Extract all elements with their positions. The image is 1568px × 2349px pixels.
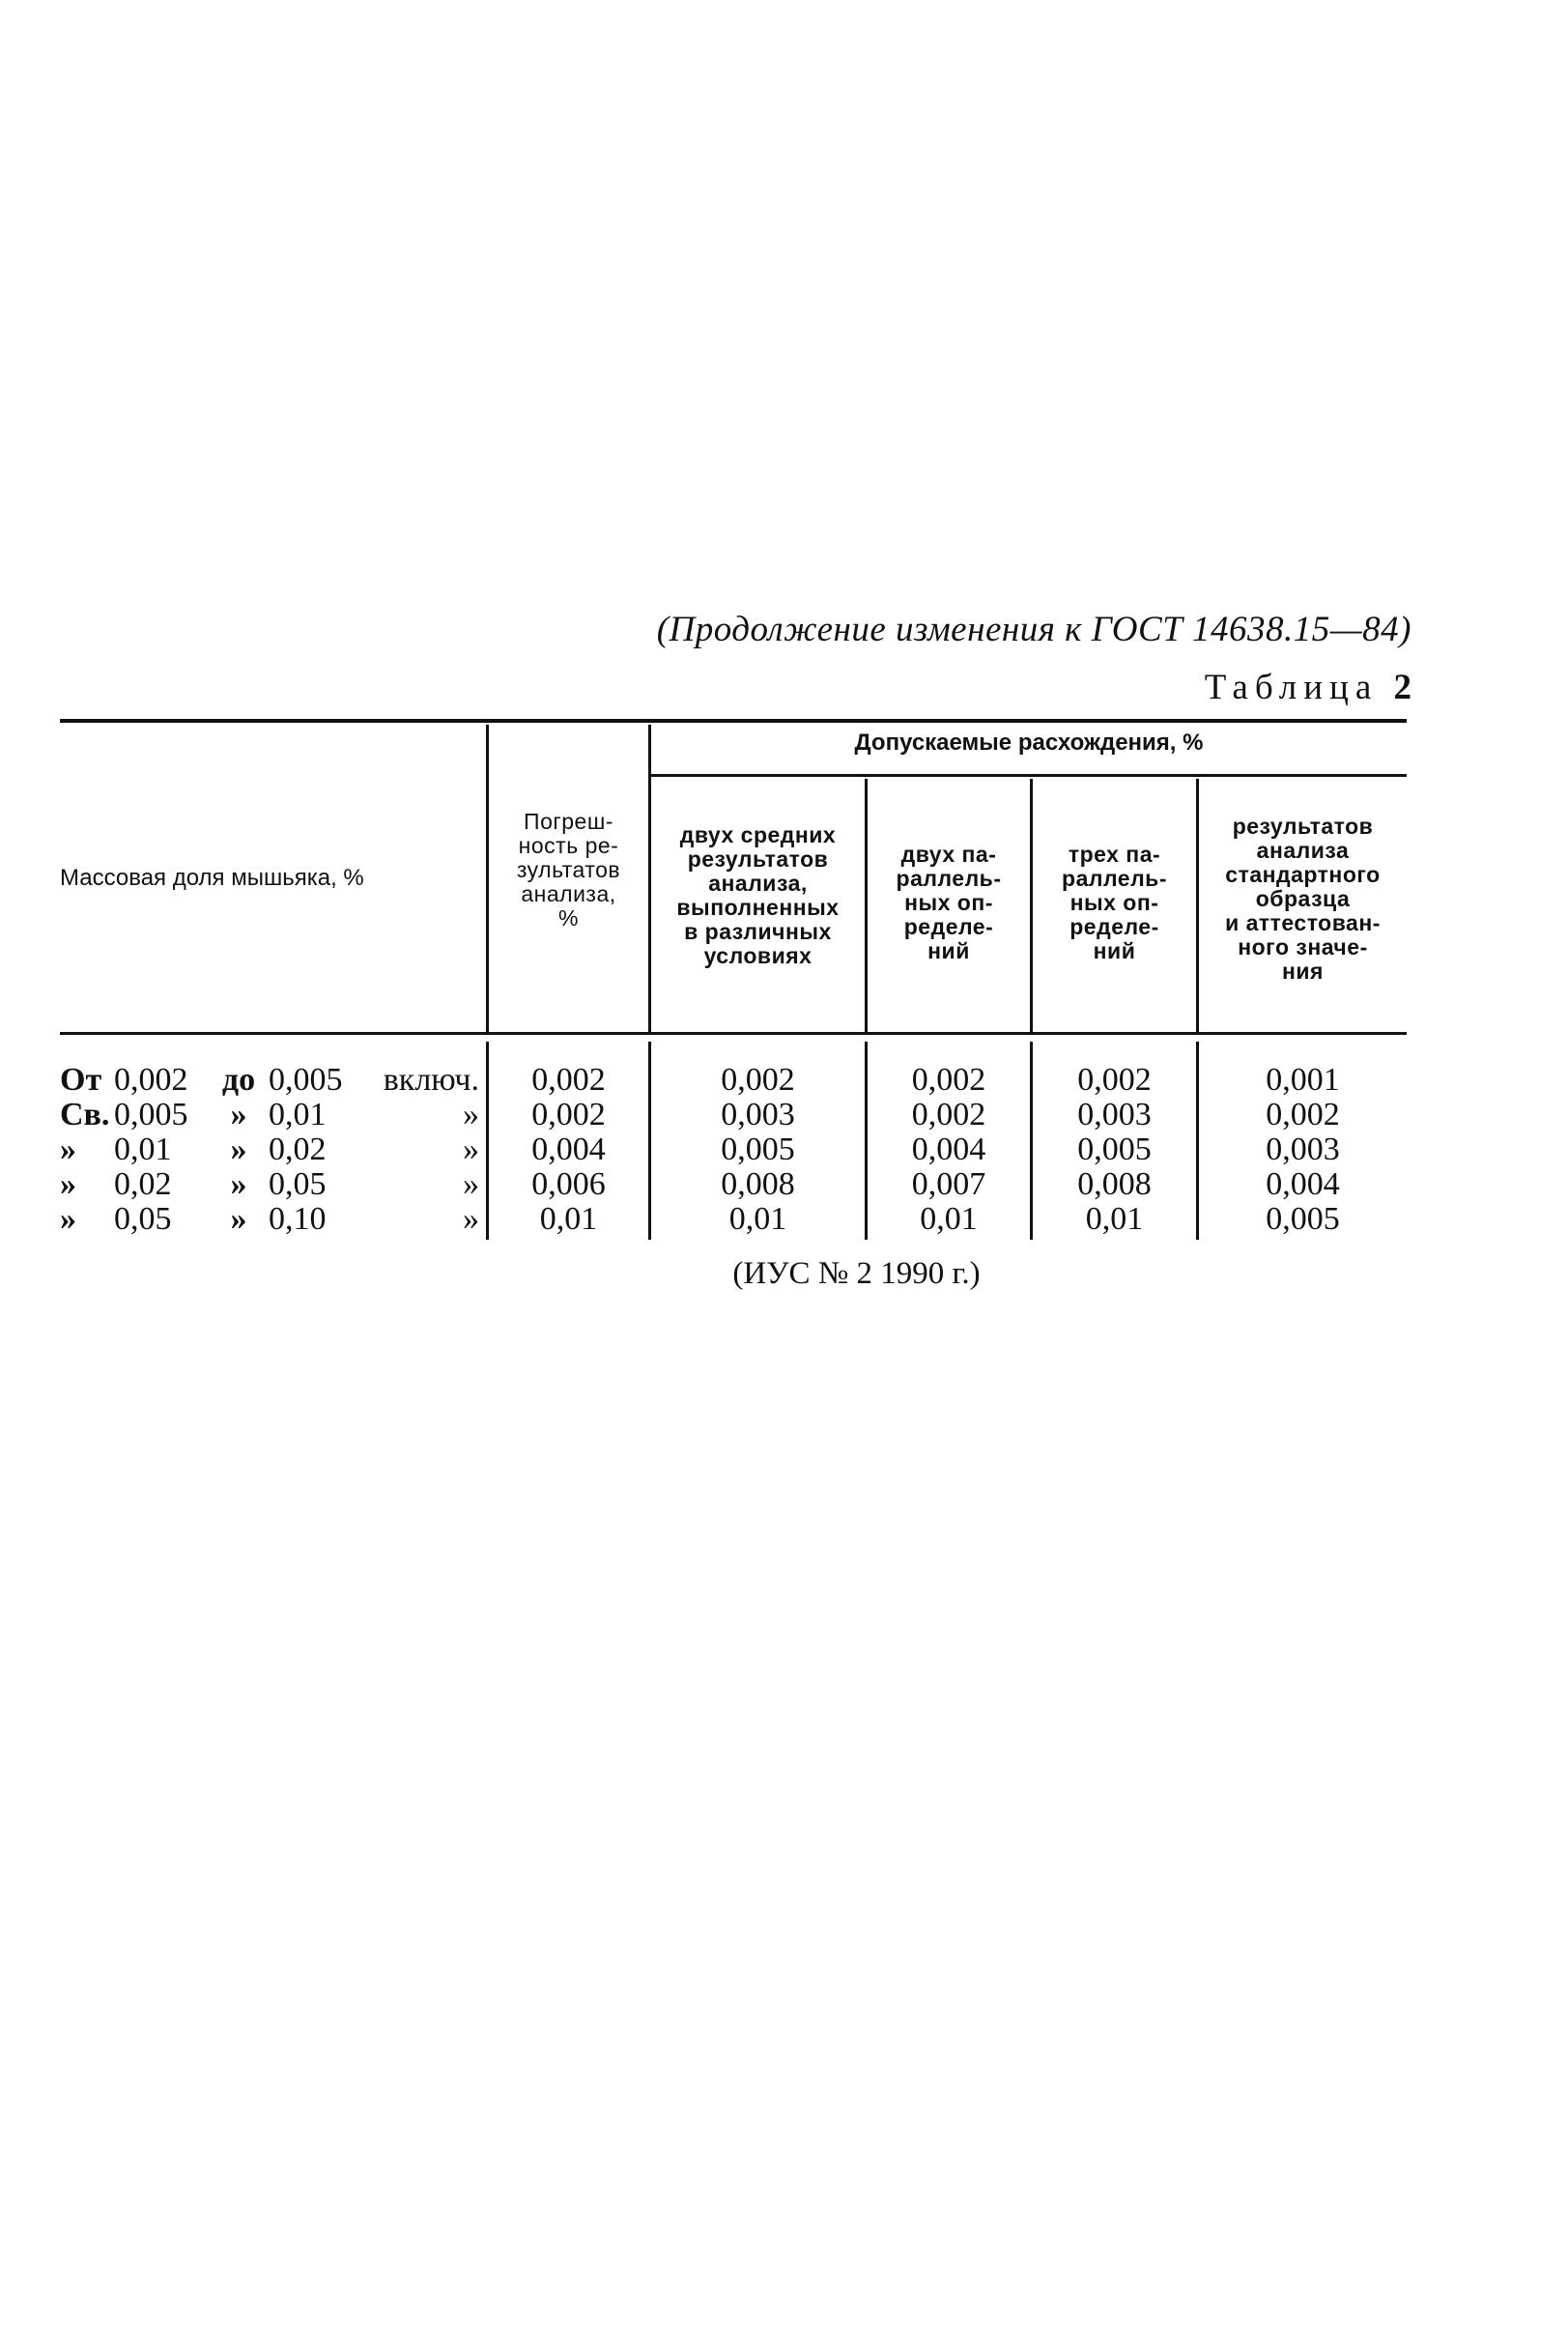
table-cell-v2: 0,002 <box>911 1097 986 1132</box>
table-cell-m: до <box>221 1062 256 1098</box>
table-cell-p: » <box>60 1132 76 1167</box>
table-cell-b: 0,005 <box>269 1062 343 1098</box>
table-caption <box>1205 667 1411 708</box>
table-cell-p: Св. <box>60 1097 110 1132</box>
header-line: ность ре- <box>518 833 619 858</box>
header-mass-fraction: Массовая доля мышьяка, % <box>60 865 364 891</box>
header-error <box>489 810 648 931</box>
table-cell-v4: 0,005 <box>1266 1201 1340 1237</box>
table-cell-b: 0,01 <box>269 1097 327 1132</box>
header-line: ного значе- <box>1238 934 1368 960</box>
header-three-parallel <box>1033 843 1196 963</box>
header-line: двух па- <box>900 842 997 867</box>
table-cell-v2: 0,01 <box>920 1201 978 1237</box>
header-bottom-rule <box>60 1032 1407 1035</box>
table-cell-s: включ. <box>383 1062 479 1098</box>
table-cell-v3: 0,008 <box>1077 1166 1152 1202</box>
table-cell-b: 0,05 <box>269 1166 327 1202</box>
table-cell-m: » <box>230 1132 247 1167</box>
table-cell-p: От <box>60 1062 102 1098</box>
table-cell-b: 0,02 <box>269 1132 327 1167</box>
header-line: ределе- <box>1069 914 1159 939</box>
continuation-note: (Продолжение изменения к ГОСТ 14638.15—84) <box>656 610 1411 649</box>
table-cell-err: 0,006 <box>531 1166 606 1202</box>
table-cell-v3: 0,003 <box>1077 1097 1152 1132</box>
table-cell-v1: 0,002 <box>721 1062 795 1098</box>
table-cell-a: 0,01 <box>114 1132 172 1167</box>
header-line: ределе- <box>903 914 994 939</box>
table-cell-s: » <box>463 1166 479 1202</box>
table-row <box>0 1132 1568 1167</box>
table-row <box>0 1167 1568 1202</box>
header-line: и аттестован- <box>1225 910 1381 935</box>
source-reference: (ИУС № 2 1990 г.) <box>732 1256 981 1291</box>
table-cell-s: » <box>463 1097 479 1132</box>
header-two-parallel <box>868 843 1030 963</box>
header-line: трех па- <box>1068 842 1161 867</box>
table-row <box>0 1202 1568 1237</box>
table-cell-v1: 0,003 <box>721 1097 795 1132</box>
table-cell-p: » <box>60 1201 76 1237</box>
table-cell-a: 0,005 <box>114 1097 188 1132</box>
table-cell-v4: 0,002 <box>1266 1097 1340 1132</box>
table-cell-s: » <box>463 1132 479 1167</box>
header-line: раллель- <box>896 866 1002 891</box>
table-cell-s: » <box>463 1201 479 1237</box>
table-row <box>0 1098 1568 1132</box>
table-cell-v2: 0,004 <box>911 1132 986 1167</box>
header-allowed-discrepancies: Допускаемые расхождения, % <box>854 730 1204 756</box>
table-label: Таблица <box>1204 668 1379 707</box>
table-cell-v1: 0,008 <box>721 1166 795 1202</box>
table-cell-m: » <box>230 1166 247 1202</box>
header-line: условиях <box>703 943 813 968</box>
header-line: Погреш- <box>524 809 613 834</box>
table-cell-p: » <box>60 1166 76 1202</box>
table-cell-err: 0,01 <box>539 1201 598 1237</box>
table-cell-v3: 0,005 <box>1077 1132 1152 1167</box>
header-line: анализа <box>1256 838 1350 863</box>
header-line: ных оп- <box>904 890 993 915</box>
table-cell-err: 0,002 <box>531 1062 606 1098</box>
header-line: ных оп- <box>1069 890 1159 915</box>
table-cell-v4: 0,001 <box>1266 1062 1340 1098</box>
header-line: в различных <box>684 919 832 944</box>
table-cell-v1: 0,01 <box>728 1201 787 1237</box>
header-line: % <box>558 905 579 931</box>
table-cell-v4: 0,004 <box>1266 1166 1340 1202</box>
table-cell-v1: 0,005 <box>721 1132 795 1167</box>
header-line: результатов <box>1232 814 1374 839</box>
table-cell-a: 0,02 <box>114 1166 172 1202</box>
table-cell-m: » <box>230 1201 247 1237</box>
table-cell-b: 0,10 <box>269 1201 327 1237</box>
header-line: ний <box>1093 938 1136 963</box>
table-cell-a: 0,05 <box>114 1201 172 1237</box>
header-line: образца <box>1255 886 1351 911</box>
table-cell-v3: 0,002 <box>1077 1062 1152 1098</box>
table-cell-a: 0,002 <box>114 1062 188 1098</box>
table-number: 2 <box>1393 668 1411 707</box>
table-cell-v3: 0,01 <box>1085 1201 1144 1237</box>
header-line: раллель- <box>1062 866 1167 891</box>
header-line: ний <box>927 938 970 963</box>
table-cell-v4: 0,003 <box>1266 1132 1340 1167</box>
header-line: анализа, <box>521 881 616 906</box>
table-cell-v2: 0,007 <box>911 1166 986 1202</box>
header-line: ния <box>1282 959 1324 984</box>
group-header-rule <box>650 774 1407 777</box>
table-cell-err: 0,004 <box>531 1132 606 1167</box>
header-standard-sample <box>1199 815 1407 984</box>
table-cell-err: 0,002 <box>531 1097 606 1132</box>
header-two-means <box>651 823 865 968</box>
header-line: двух средних <box>679 822 837 847</box>
header-line: стандартного <box>1225 862 1381 887</box>
header-line: анализа, <box>708 871 808 896</box>
table-cell-m: » <box>230 1097 247 1132</box>
table-top-rule <box>60 719 1407 723</box>
header-line: зультатов <box>516 857 621 882</box>
header-line: выполненных <box>676 895 840 920</box>
table-cell-v2: 0,002 <box>911 1062 986 1098</box>
table-row <box>0 1063 1568 1098</box>
header-line: результатов <box>687 846 829 872</box>
